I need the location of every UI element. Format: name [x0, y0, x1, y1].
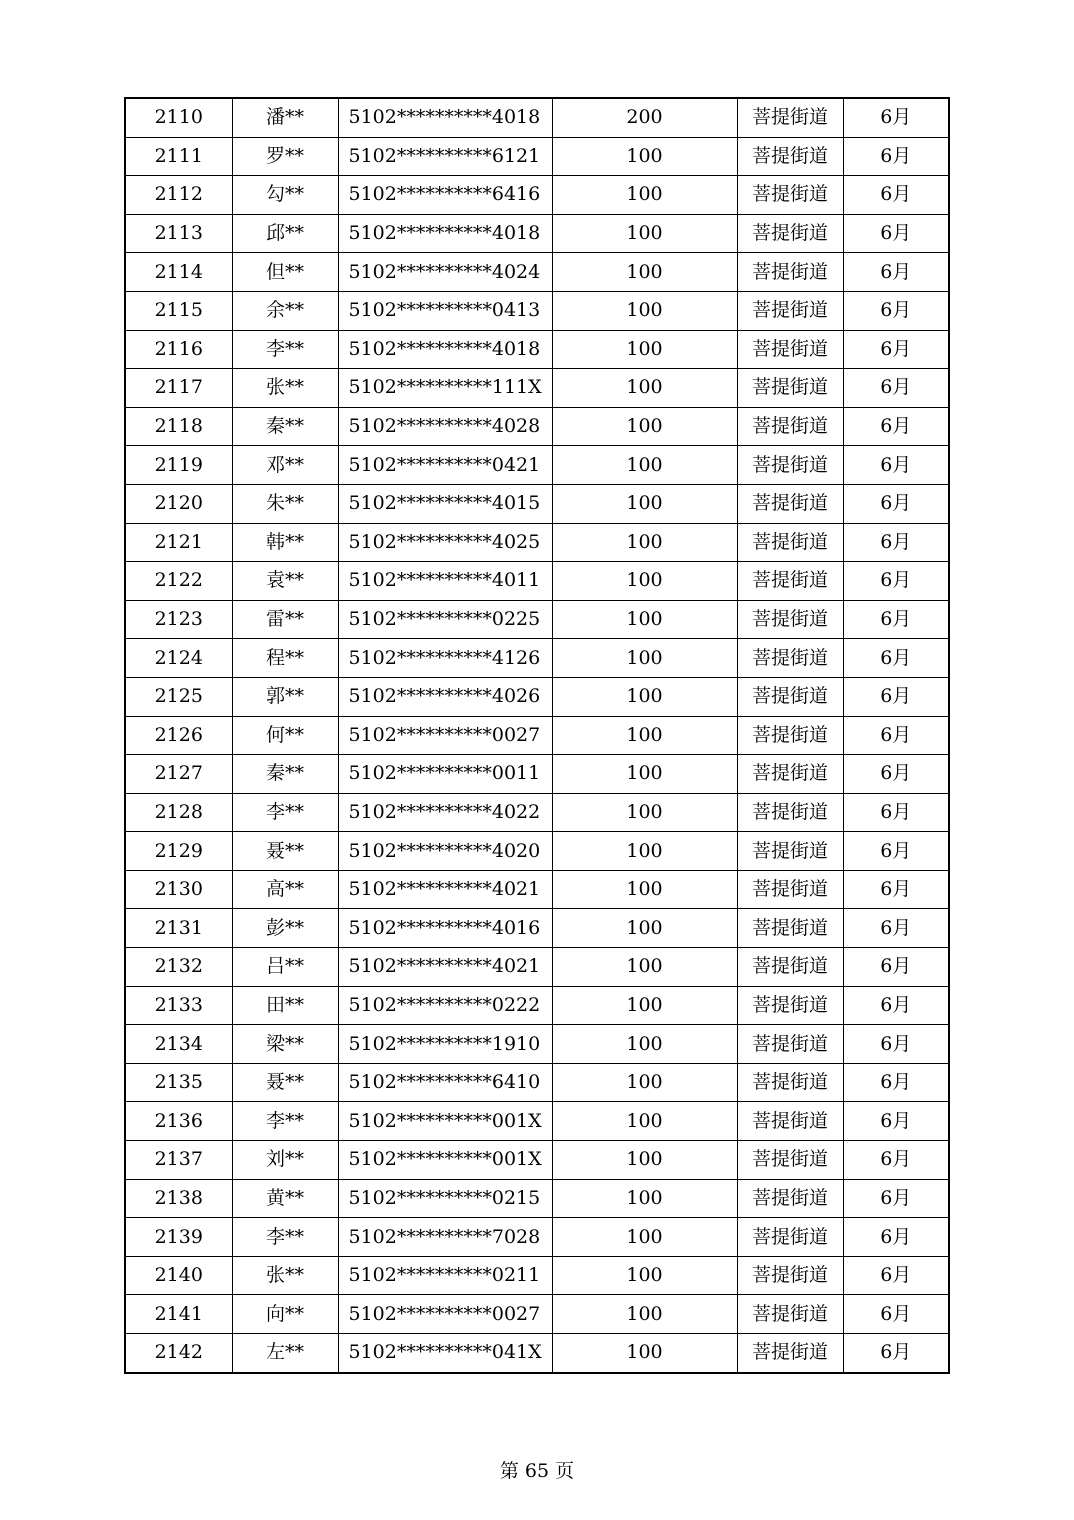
cell-amount: 200 — [552, 98, 737, 137]
cell-id-number: 5102**********0027 — [338, 716, 552, 755]
cell-id-number: 5102**********4011 — [338, 562, 552, 601]
cell-street: 菩提街道 — [737, 793, 843, 832]
table-row — [125, 755, 949, 794]
cell-id-number: 5102**********0222 — [338, 986, 552, 1025]
cell-amount: 100 — [552, 1102, 737, 1141]
cell-name: 罗** — [232, 137, 338, 176]
cell-street: 菩提街道 — [737, 1063, 843, 1102]
cell-amount: 100 — [552, 1334, 737, 1373]
cell-month: 6月 — [843, 407, 949, 446]
cell-month: 6月 — [843, 716, 949, 755]
cell-name: 秦** — [232, 755, 338, 794]
cell-name: 李** — [232, 793, 338, 832]
cell-month: 6月 — [843, 523, 949, 562]
cell-month: 6月 — [843, 639, 949, 678]
table-row — [125, 330, 949, 369]
table-row — [125, 639, 949, 678]
table-row — [125, 677, 949, 716]
cell-amount: 100 — [552, 562, 737, 601]
cell-street: 菩提街道 — [737, 214, 843, 253]
cell-serial-number: 2133 — [125, 986, 232, 1025]
cell-month: 6月 — [843, 253, 949, 292]
cell-street: 菩提街道 — [737, 1218, 843, 1257]
cell-street: 菩提街道 — [737, 909, 843, 948]
table-row — [125, 98, 949, 137]
cell-id-number: 5102**********4016 — [338, 909, 552, 948]
cell-amount: 100 — [552, 407, 737, 446]
cell-id-number: 5102**********4025 — [338, 523, 552, 562]
cell-serial-number: 2126 — [125, 716, 232, 755]
cell-amount: 100 — [552, 214, 737, 253]
table-row — [125, 176, 949, 215]
cell-month: 6月 — [843, 755, 949, 794]
table-row — [125, 1063, 949, 1102]
cell-amount: 100 — [552, 1295, 737, 1334]
cell-id-number: 5102**********0421 — [338, 446, 552, 485]
cell-serial-number: 2139 — [125, 1218, 232, 1257]
cell-serial-number: 2141 — [125, 1295, 232, 1334]
cell-amount: 100 — [552, 1063, 737, 1102]
cell-name: 邓** — [232, 446, 338, 485]
cell-amount: 100 — [552, 832, 737, 871]
cell-name: 李** — [232, 1218, 338, 1257]
cell-amount: 100 — [552, 1141, 737, 1180]
cell-serial-number: 2137 — [125, 1141, 232, 1180]
cell-name: 彭** — [232, 909, 338, 948]
cell-id-number: 5102**********4126 — [338, 639, 552, 678]
cell-street: 菩提街道 — [737, 98, 843, 137]
cell-amount: 100 — [552, 677, 737, 716]
cell-id-number: 5102**********001X — [338, 1102, 552, 1141]
cell-amount: 100 — [552, 1218, 737, 1257]
cell-serial-number: 2124 — [125, 639, 232, 678]
cell-month: 6月 — [843, 137, 949, 176]
cell-amount: 100 — [552, 484, 737, 523]
table-row — [125, 446, 949, 485]
cell-amount: 100 — [552, 137, 737, 176]
cell-serial-number: 2115 — [125, 291, 232, 330]
cell-name: 吕** — [232, 948, 338, 987]
cell-serial-number: 2129 — [125, 832, 232, 871]
cell-serial-number: 2121 — [125, 523, 232, 562]
cell-street: 菩提街道 — [737, 1102, 843, 1141]
cell-id-number: 5102**********4018 — [338, 330, 552, 369]
cell-serial-number: 2125 — [125, 677, 232, 716]
cell-street: 菩提街道 — [737, 484, 843, 523]
cell-month: 6月 — [843, 330, 949, 369]
cell-month: 6月 — [843, 677, 949, 716]
cell-id-number: 5102**********0011 — [338, 755, 552, 794]
cell-name: 但** — [232, 253, 338, 292]
cell-street: 菩提街道 — [737, 1295, 843, 1334]
cell-serial-number: 2116 — [125, 330, 232, 369]
cell-name: 李** — [232, 1102, 338, 1141]
table-row — [125, 793, 949, 832]
cell-amount: 100 — [552, 330, 737, 369]
cell-name: 韩** — [232, 523, 338, 562]
cell-id-number: 5102**********4028 — [338, 407, 552, 446]
cell-month: 6月 — [843, 1102, 949, 1141]
cell-street: 菩提街道 — [737, 948, 843, 987]
cell-amount: 100 — [552, 176, 737, 215]
cell-amount: 100 — [552, 253, 737, 292]
cell-amount: 100 — [552, 1179, 737, 1218]
cell-name: 梁** — [232, 1025, 338, 1064]
cell-amount: 100 — [552, 523, 737, 562]
cell-street: 菩提街道 — [737, 870, 843, 909]
cell-street: 菩提街道 — [737, 600, 843, 639]
cell-name: 朱** — [232, 484, 338, 523]
cell-street: 菩提街道 — [737, 716, 843, 755]
cell-street: 菩提街道 — [737, 176, 843, 215]
cell-amount: 100 — [552, 369, 737, 408]
cell-serial-number: 2127 — [125, 755, 232, 794]
table-row — [125, 523, 949, 562]
cell-amount: 100 — [552, 909, 737, 948]
cell-street: 菩提街道 — [737, 986, 843, 1025]
cell-street: 菩提街道 — [737, 407, 843, 446]
cell-amount: 100 — [552, 948, 737, 987]
cell-street: 菩提街道 — [737, 1179, 843, 1218]
cell-name: 勾** — [232, 176, 338, 215]
cell-month: 6月 — [843, 793, 949, 832]
table-row — [125, 484, 949, 523]
cell-month: 6月 — [843, 291, 949, 330]
cell-amount: 100 — [552, 1256, 737, 1295]
cell-id-number: 5102**********4018 — [338, 98, 552, 137]
cell-id-number: 5102**********041X — [338, 1334, 552, 1373]
cell-month: 6月 — [843, 1218, 949, 1257]
cell-id-number: 5102**********7028 — [338, 1218, 552, 1257]
cell-name: 潘** — [232, 98, 338, 137]
cell-street: 菩提街道 — [737, 677, 843, 716]
table-row — [125, 1141, 949, 1180]
cell-serial-number: 2117 — [125, 369, 232, 408]
table-row — [125, 870, 949, 909]
table-row — [125, 1025, 949, 1064]
cell-serial-number: 2122 — [125, 562, 232, 601]
cell-serial-number: 2128 — [125, 793, 232, 832]
cell-street: 菩提街道 — [737, 832, 843, 871]
cell-id-number: 5102**********111X — [338, 369, 552, 408]
cell-street: 菩提街道 — [737, 755, 843, 794]
cell-street: 菩提街道 — [737, 291, 843, 330]
cell-serial-number: 2142 — [125, 1334, 232, 1373]
cell-id-number: 5102**********4020 — [338, 832, 552, 871]
data-table — [124, 97, 950, 1374]
cell-name: 余** — [232, 291, 338, 330]
cell-name: 高** — [232, 870, 338, 909]
cell-amount: 100 — [552, 639, 737, 678]
cell-id-number: 5102**********1910 — [338, 1025, 552, 1064]
cell-month: 6月 — [843, 562, 949, 601]
table-row — [125, 1179, 949, 1218]
cell-month: 6月 — [843, 369, 949, 408]
cell-month: 6月 — [843, 1063, 949, 1102]
cell-name: 李** — [232, 330, 338, 369]
cell-street: 菩提街道 — [737, 369, 843, 408]
cell-id-number: 5102**********0225 — [338, 600, 552, 639]
cell-street: 菩提街道 — [737, 1256, 843, 1295]
cell-month: 6月 — [843, 214, 949, 253]
table-row — [125, 909, 949, 948]
cell-street: 菩提街道 — [737, 1141, 843, 1180]
cell-month: 6月 — [843, 909, 949, 948]
cell-street: 菩提街道 — [737, 330, 843, 369]
table-row — [125, 407, 949, 446]
cell-name: 刘** — [232, 1141, 338, 1180]
cell-serial-number: 2110 — [125, 98, 232, 137]
cell-serial-number: 2140 — [125, 1256, 232, 1295]
table-row — [125, 1295, 949, 1334]
cell-name: 秦** — [232, 407, 338, 446]
cell-month: 6月 — [843, 176, 949, 215]
cell-serial-number: 2119 — [125, 446, 232, 485]
cell-serial-number: 2111 — [125, 137, 232, 176]
cell-month: 6月 — [843, 1179, 949, 1218]
cell-street: 菩提街道 — [737, 1025, 843, 1064]
table-row — [125, 948, 949, 987]
cell-id-number: 5102**********0211 — [338, 1256, 552, 1295]
cell-id-number: 5102**********4022 — [338, 793, 552, 832]
cell-street: 菩提街道 — [737, 523, 843, 562]
cell-amount: 100 — [552, 793, 737, 832]
cell-street: 菩提街道 — [737, 137, 843, 176]
cell-street: 菩提街道 — [737, 253, 843, 292]
cell-name: 左** — [232, 1334, 338, 1373]
cell-amount: 100 — [552, 446, 737, 485]
cell-month: 6月 — [843, 1334, 949, 1373]
cell-month: 6月 — [843, 832, 949, 871]
cell-name: 田** — [232, 986, 338, 1025]
cell-month: 6月 — [843, 948, 949, 987]
cell-street: 菩提街道 — [737, 639, 843, 678]
table-row — [125, 1102, 949, 1141]
cell-id-number: 5102**********4024 — [338, 253, 552, 292]
page-number: 第 65 页 — [499, 1460, 575, 1482]
cell-serial-number: 2138 — [125, 1179, 232, 1218]
table-row — [125, 986, 949, 1025]
cell-id-number: 5102**********001X — [338, 1141, 552, 1180]
cell-serial-number: 2112 — [125, 176, 232, 215]
cell-amount: 100 — [552, 755, 737, 794]
cell-serial-number: 2134 — [125, 1025, 232, 1064]
cell-name: 黄** — [232, 1179, 338, 1218]
table-row — [125, 214, 949, 253]
cell-month: 6月 — [843, 986, 949, 1025]
cell-serial-number: 2118 — [125, 407, 232, 446]
table-row — [125, 253, 949, 292]
table-row — [125, 291, 949, 330]
cell-name: 郭** — [232, 677, 338, 716]
cell-month: 6月 — [843, 446, 949, 485]
cell-serial-number: 2132 — [125, 948, 232, 987]
cell-id-number: 5102**********6121 — [338, 137, 552, 176]
cell-amount: 100 — [552, 870, 737, 909]
cell-id-number: 5102**********6416 — [338, 176, 552, 215]
table-row — [125, 716, 949, 755]
table-row — [125, 600, 949, 639]
cell-id-number: 5102**********4021 — [338, 948, 552, 987]
cell-serial-number: 2136 — [125, 1102, 232, 1141]
cell-month: 6月 — [843, 1295, 949, 1334]
table-row — [125, 369, 949, 408]
cell-id-number: 5102**********4021 — [338, 870, 552, 909]
cell-amount: 100 — [552, 1025, 737, 1064]
cell-month: 6月 — [843, 870, 949, 909]
cell-serial-number: 2120 — [125, 484, 232, 523]
cell-serial-number: 2113 — [125, 214, 232, 253]
cell-id-number: 5102**********6410 — [338, 1063, 552, 1102]
cell-id-number: 5102**********4015 — [338, 484, 552, 523]
table-body — [125, 98, 949, 1373]
cell-street: 菩提街道 — [737, 446, 843, 485]
cell-serial-number: 2114 — [125, 253, 232, 292]
cell-name: 雷** — [232, 600, 338, 639]
cell-id-number: 5102**********4026 — [338, 677, 552, 716]
cell-name: 张** — [232, 369, 338, 408]
cell-name: 聂** — [232, 1063, 338, 1102]
table-row — [125, 137, 949, 176]
cell-month: 6月 — [843, 1141, 949, 1180]
table-row — [125, 1256, 949, 1295]
cell-id-number: 5102**********0027 — [338, 1295, 552, 1334]
cell-name: 邱** — [232, 214, 338, 253]
cell-id-number: 5102**********0215 — [338, 1179, 552, 1218]
cell-amount: 100 — [552, 716, 737, 755]
cell-serial-number: 2123 — [125, 600, 232, 639]
cell-serial-number: 2131 — [125, 909, 232, 948]
table-row — [125, 1334, 949, 1373]
cell-name: 何** — [232, 716, 338, 755]
cell-month: 6月 — [843, 1025, 949, 1064]
cell-street: 菩提街道 — [737, 562, 843, 601]
table-row — [125, 1218, 949, 1257]
cell-id-number: 5102**********0413 — [338, 291, 552, 330]
cell-name: 程** — [232, 639, 338, 678]
cell-amount: 100 — [552, 291, 737, 330]
cell-month: 6月 — [843, 484, 949, 523]
cell-month: 6月 — [843, 600, 949, 639]
cell-street: 菩提街道 — [737, 1334, 843, 1373]
cell-month: 6月 — [843, 1256, 949, 1295]
cell-amount: 100 — [552, 986, 737, 1025]
cell-amount: 100 — [552, 600, 737, 639]
cell-name: 向** — [232, 1295, 338, 1334]
cell-serial-number: 2130 — [125, 870, 232, 909]
cell-name: 张** — [232, 1256, 338, 1295]
table-row — [125, 832, 949, 871]
cell-serial-number: 2135 — [125, 1063, 232, 1102]
table-row — [125, 562, 949, 601]
cell-name: 聂** — [232, 832, 338, 871]
cell-name: 袁** — [232, 562, 338, 601]
cell-id-number: 5102**********4018 — [338, 214, 552, 253]
cell-month: 6月 — [843, 98, 949, 137]
